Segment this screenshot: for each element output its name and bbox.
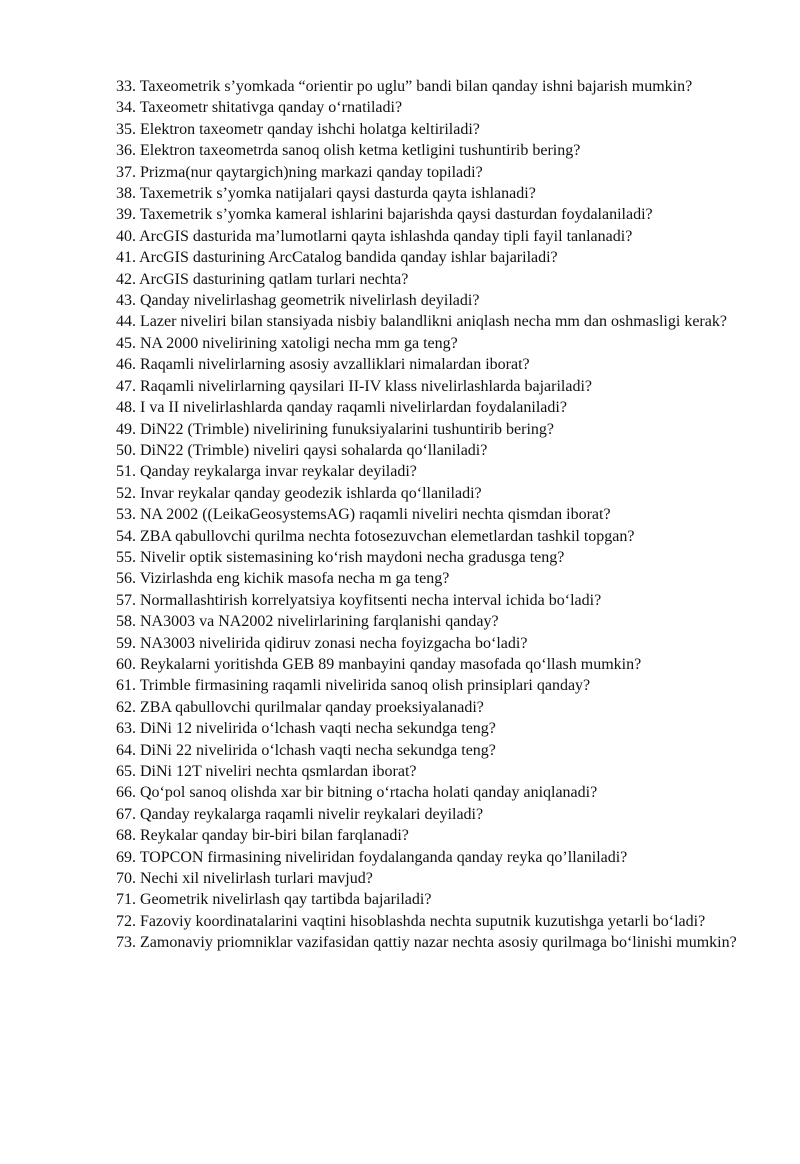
question-item: 35. Elektron taxeometr qanday ishchi holatga keltiriladi? xyxy=(116,120,480,138)
question-item: 55. Nivelir optik sistemasining ko‘rish maydoni necha gradusga teng? xyxy=(116,548,565,566)
question-item: 57. Normallashtirish korrelyatsiya koyfitsenti necha interval ichida bo‘ladi? xyxy=(116,591,602,609)
question-item: 61. Trimble firmasining raqamli nivelirida sanoq olish prinsiplari qanday? xyxy=(116,677,591,695)
question-item: 59. NA3003 nivelirida qidiruv zonasi necha foyizgacha bo‘ladi? xyxy=(116,634,528,652)
question-item: 44. Lazer niveliri bilan stansiyada nisbiy balandlikni aniqlash necha mm dan oshmasligi kerak? xyxy=(116,313,727,331)
question-item: 62. ZBA qabullovchi qurilmalar qanday proeksiyalanadi? xyxy=(116,698,484,716)
question-item: 54. ZBA qabullovchi qurilma nechta fotosezuvchan elemetlardan tashkil topgan? xyxy=(116,527,635,545)
question-item: 49. DiN22 (Trimble) nivelirining funuksiyalarini tushuntirib bering? xyxy=(116,420,555,438)
question-item: 65. DiNi 12T niveliri nechta qsmlardan iborat? xyxy=(116,763,417,780)
question-item: 66. Qo‘pol sanoq olishda xar bir bitning o‘rtacha holati qanday aniqlanadi? xyxy=(116,784,598,802)
question-item: 42. ArcGIS dasturining qatlam turlari nechta? xyxy=(116,270,409,288)
question-item: 37. Prizma(nur qaytargich)ning markazi qanday topiladi? xyxy=(116,163,483,181)
question-item: 52. Invar reykalar qanday geodezik ishlarda qo‘llaniladi? xyxy=(116,484,482,502)
question-item: 36. Elektron taxeometrda sanoq olish ketma ketligini tushuntirib bering? xyxy=(116,142,581,160)
question-item: 71. Geometrik nivelirlash qay tartibda bajariladi? xyxy=(116,891,432,909)
question-item: 56. Vizirlashda eng kichik masofa necha m ga teng? xyxy=(116,570,450,588)
question-list xyxy=(116,76,742,954)
question-item: 53. NA 2002 ((LeikaGeosystemsAG) raqamli niveliri nechta qismdan iborat? xyxy=(116,506,611,524)
question-item: 45. NA 2000 nivelirining xatoligi necha mm ga teng? xyxy=(116,334,458,352)
question-item: 63. DiNi 12 nivelirida o‘lchash vaqti necha sekundga teng? xyxy=(116,720,496,738)
question-item: 51. Qanday reykalarga invar reykalar deyiladi? xyxy=(116,463,417,481)
question-item: 40. ArcGIS dasturida ma’lumotlarni qayta ishlashda qanday tipli fayil tanlanadi? xyxy=(116,227,633,245)
question-item: 69. TOPCON firmasining niveliridan foydalanganda qanday reyka qo’llaniladi? xyxy=(116,848,628,866)
question-item: 73. Zamonaviy priomniklar vazifasidan qattiy nazar nechta asosiy qurilmaga bo‘linishi mumkin? xyxy=(116,934,737,952)
question-item: 46. Raqamli nivelirlarning asosiy avzalliklari nimalardan iborat? xyxy=(116,356,530,374)
question-item: 70. Nechi xil nivelirlash turlari mavjud? xyxy=(116,870,373,888)
question-item: 72. Fazoviy koordinatalarini vaqtini hisoblashda nechta suputnik kuzutishga yetarli bo‘ladi? xyxy=(116,912,706,930)
question-item: 34. Taxeometr shitativga qanday o‘rnatiladi? xyxy=(116,99,403,117)
question-item: 48. I va II nivelirlashlarda qanday raqamli nivelirlardan foydalaniladi? xyxy=(116,399,567,417)
question-item: 43. Qanday nivelirlashag geometrik nivelirlash deyiladi? xyxy=(116,292,480,310)
question-item: 47. Raqamli nivelirlarning qaysilari II-IV klass nivelirlashlarda bajariladi? xyxy=(116,377,592,395)
question-item: 68. Reykalar qanday bir-biri bilan farqlanadi? xyxy=(116,827,409,845)
question-item: 60. Reykalarni yoritishda GEB 89 manbayini qanday masofada qo‘llash mumkin? xyxy=(116,655,642,673)
question-item: 58. NA3003 va NA2002 nivelirlarining farqlanishi qanday? xyxy=(116,613,499,631)
question-item: 39. Taxemetrik s’yomka kameral ishlarini bajarishda qaysi dasturdan foydalaniladi? xyxy=(116,206,653,224)
question-item: 67. Qanday reykalarga raqamli nivelir reykalari deyiladi? xyxy=(116,805,484,823)
question-item: 41. ArcGIS dasturining ArcCatalog bandida qanday ishlar bajariladi? xyxy=(116,249,558,267)
question-item: 50. DiN22 (Trimble) niveliri qaysi sohalarda qo‘llaniladi? xyxy=(116,441,488,459)
question-item: 38. Taxemetrik s’yomka natijalari qaysi dasturda qayta ishlanadi? xyxy=(116,185,536,203)
question-item: 64. DiNi 22 nivelirida o‘lchash vaqti necha sekundga teng? xyxy=(116,741,496,759)
question-item: 33. Taxeometrik s’yomkada “orientir po uglu” bandi bilan qanday ishni bajarish mumkin? xyxy=(116,78,693,95)
